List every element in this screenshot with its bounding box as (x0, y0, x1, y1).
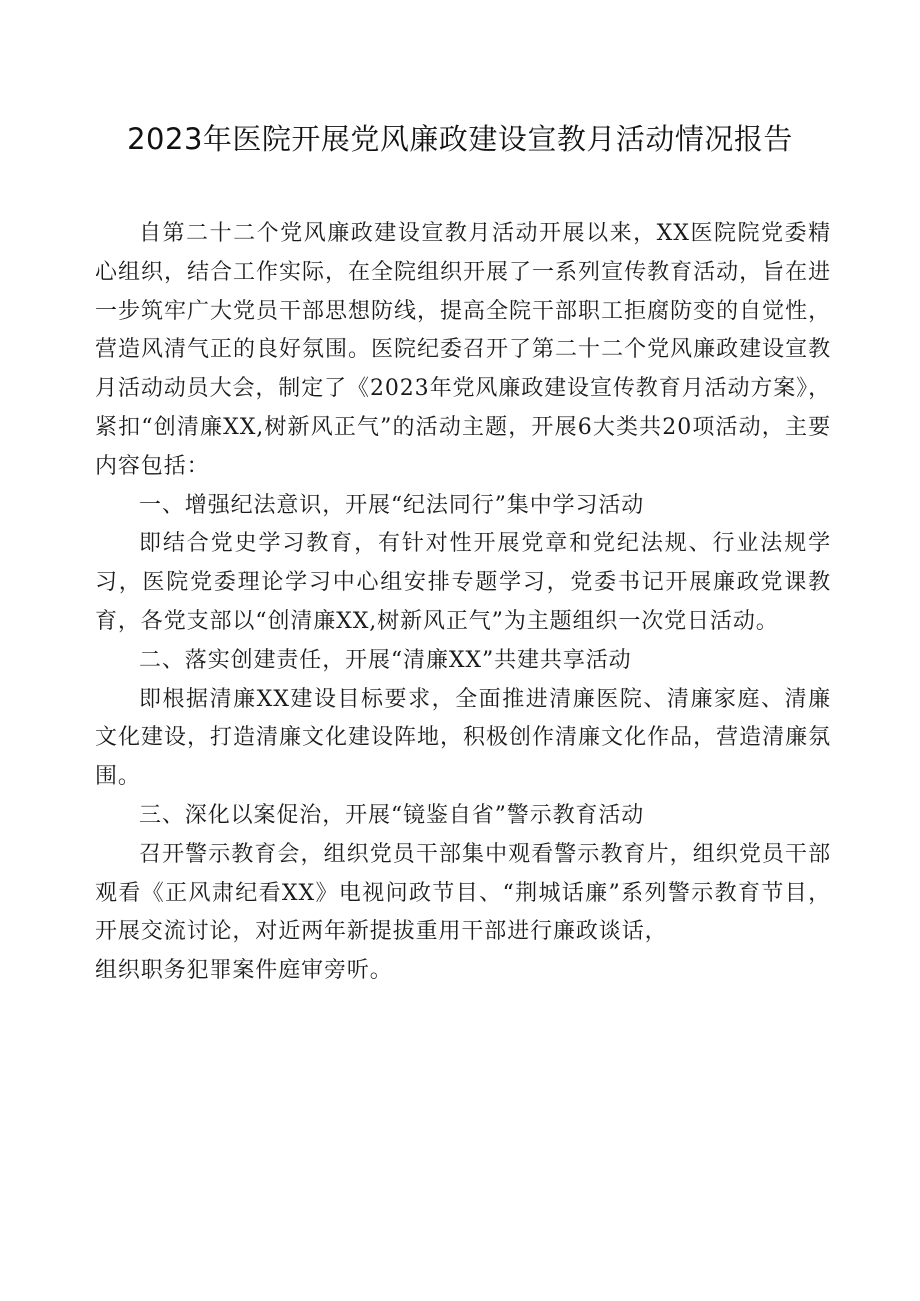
document-title: 2023年医院开展党风廉政建设宣教月活动情况报告 (127, 122, 793, 156)
section-heading-3: 三、深化以案促治，开展“镜鉴自省”警示教育活动 (139, 802, 645, 828)
section-paragraph-3: 召开警示教育会，组织党员干部集中观看警示教育片，组织党员干部观看《正风肃纪看XX》电视问政节目、“荆城话廉”系列警示教育节目，开展交流讨论，对近两年新提拔重用干部进行廉政谈话， (95, 841, 831, 945)
document-body (95, 215, 831, 991)
continuation-paragraph: 组织职务犯罪案件庭审旁听。 (95, 958, 393, 984)
intro-paragraph: 自第二十二个党风廉政建设宣教月活动开展以来，XX医院院党委精心组织，结合工作实际，在全院组织开展了一系列宣传教育活动，旨在进一步筑牢广大党员干部思想防线，提高全院干部职工拒腐防变的自觉性，营造风清气正的良好氛围。医院纪委召开了第二十二个党风廉政建设宣教月活动动员大会，制定了《2023年党风廉政建设宣传教育月活动方案》，紧扣“创清廉XX,树新风正气”的活动主题，开展6大类共20项活动，主要内容包括： (95, 221, 831, 479)
section-paragraph-2: 即根据清廉XX建设目标要求，全面推进清廉医院、清廉家庭、清廉文化建设，打造清廉文化建设阵地，积极创作清廉文化作品，营造清廉氛围。 (95, 686, 831, 790)
section-paragraph-1: 即结合党史学习教育，有针对性开展党章和党纪法规、行业法规学习，医院党委理论学习中心组安排专题学习，党委书记开展廉政党课教育，各党支部以“创清廉XX,树新风正气”为主题组织一次党日活动。 (95, 531, 831, 634)
section-heading-1: 一、增强纪法意识，开展“纪法同行”集中学习活动 (139, 492, 645, 518)
section-heading-2: 二、落实创建责任，开展“清廉XX”共建共享活动 (139, 647, 632, 673)
